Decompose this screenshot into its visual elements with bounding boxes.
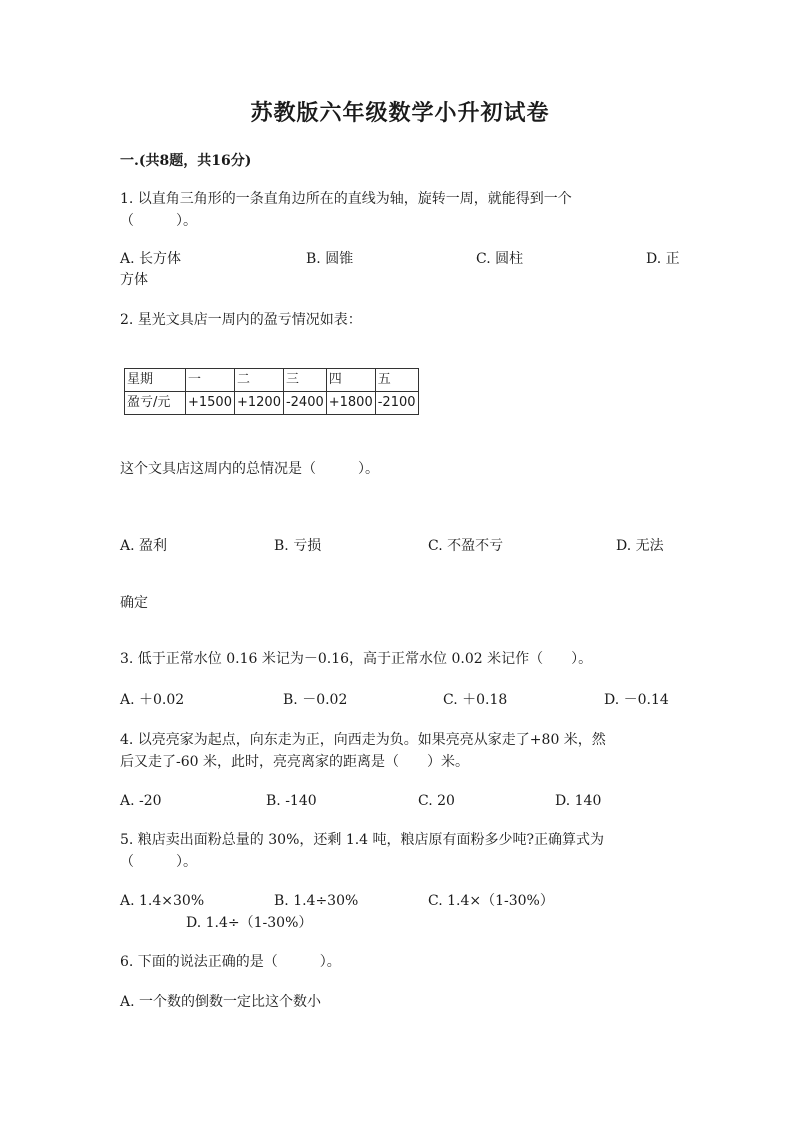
table-cell: -2100: [375, 392, 418, 415]
question-2-line-1: 2. 星光文具店一周内的盈亏情况如表：: [120, 312, 362, 328]
question-2-option-d-wrap: 确定: [120, 595, 148, 611]
table-cell: 一: [186, 369, 235, 392]
question-5-line-2: （ ）。: [120, 854, 197, 870]
question-1-option-d-wrap: 方体: [120, 272, 148, 288]
question-4-line-1: 4. 以亮亮家为起点，向东走为正，向西走为负。如果亮亮从家走了+80 米，然: [120, 732, 606, 748]
question-3-option-d: D. －0.14: [604, 692, 669, 708]
question-1-option-b: B. 圆锥: [306, 251, 354, 267]
question-4-option-d: D. 140: [555, 793, 602, 809]
question-5-option-b: B. 1.4÷30%: [274, 893, 359, 909]
question-6-option-a: A. 一个数的倒数一定比这个数小: [120, 994, 322, 1010]
question-3-line-1: 3. 低于正常水位 0.16 米记为－0.16，高于正常水位 0.02 米记作（ ）。: [120, 651, 593, 667]
question-3-option-b: B. －0.02: [283, 692, 348, 708]
profit-table: [124, 368, 419, 415]
question-1-line-2: （ ）。: [120, 213, 197, 229]
question-2-option-d: D. 无法: [616, 538, 664, 554]
question-5-option-a: A. 1.4×30%: [120, 893, 205, 909]
question-4-option-b: B. -140: [266, 793, 317, 809]
table-cell: -2400: [283, 392, 326, 415]
question-2-line-2: 这个文具店这周内的总情况是（ ）。: [120, 461, 379, 477]
question-1-option-a: A. 长方体: [120, 251, 182, 267]
question-5-option-d: D. 1.4÷（1-30%）: [186, 915, 313, 931]
page-title: 苏教版六年级数学小升初试卷: [250, 100, 550, 126]
question-4-option-c: C. 20: [418, 793, 455, 809]
table-row: [125, 369, 419, 392]
table-cell: +1500: [186, 392, 235, 415]
table-cell: 三: [283, 369, 326, 392]
table-row: [125, 392, 419, 415]
table-cell: 五: [375, 369, 418, 392]
question-5-option-c: C. 1.4×（1-30%）: [428, 893, 554, 909]
table-cell: +1800: [326, 392, 375, 415]
question-2-option-b: B. 亏损: [274, 538, 322, 554]
question-2-option-a: A. 盈利: [120, 538, 168, 554]
question-1-option-d: D. 正: [646, 251, 680, 267]
question-6-line-1: 6. 下面的说法正确的是（ ）。: [120, 954, 341, 970]
question-1-option-c: C. 圆柱: [476, 251, 524, 267]
question-2-option-c: C. 不盈不亏: [428, 538, 504, 554]
table-cell: 星期: [125, 369, 186, 392]
table-cell: 二: [234, 369, 283, 392]
table-cell: 四: [326, 369, 375, 392]
question-4-option-a: A. -20: [120, 793, 162, 809]
question-4-line-2: 后又走了-60 米，此时，亮亮离家的距离是（ ）米。: [120, 754, 469, 770]
question-3-option-a: A. ＋0.02: [120, 692, 185, 708]
question-1-line-1: 1. 以直角三角形的一条直角边所在的直线为轴，旋转一周，就能得到一个: [120, 191, 572, 207]
section-heading: 一.(共8题，共16分): [120, 153, 252, 169]
table-cell: 盈亏/元: [125, 392, 186, 415]
question-3-option-c: C. ＋0.18: [443, 692, 508, 708]
question-5-line-1: 5. 粮店卖出面粉总量的 30%，还剩 1.4 吨，粮店原有面粉多少吨?正确算式为: [120, 832, 605, 848]
table-cell: +1200: [234, 392, 283, 415]
